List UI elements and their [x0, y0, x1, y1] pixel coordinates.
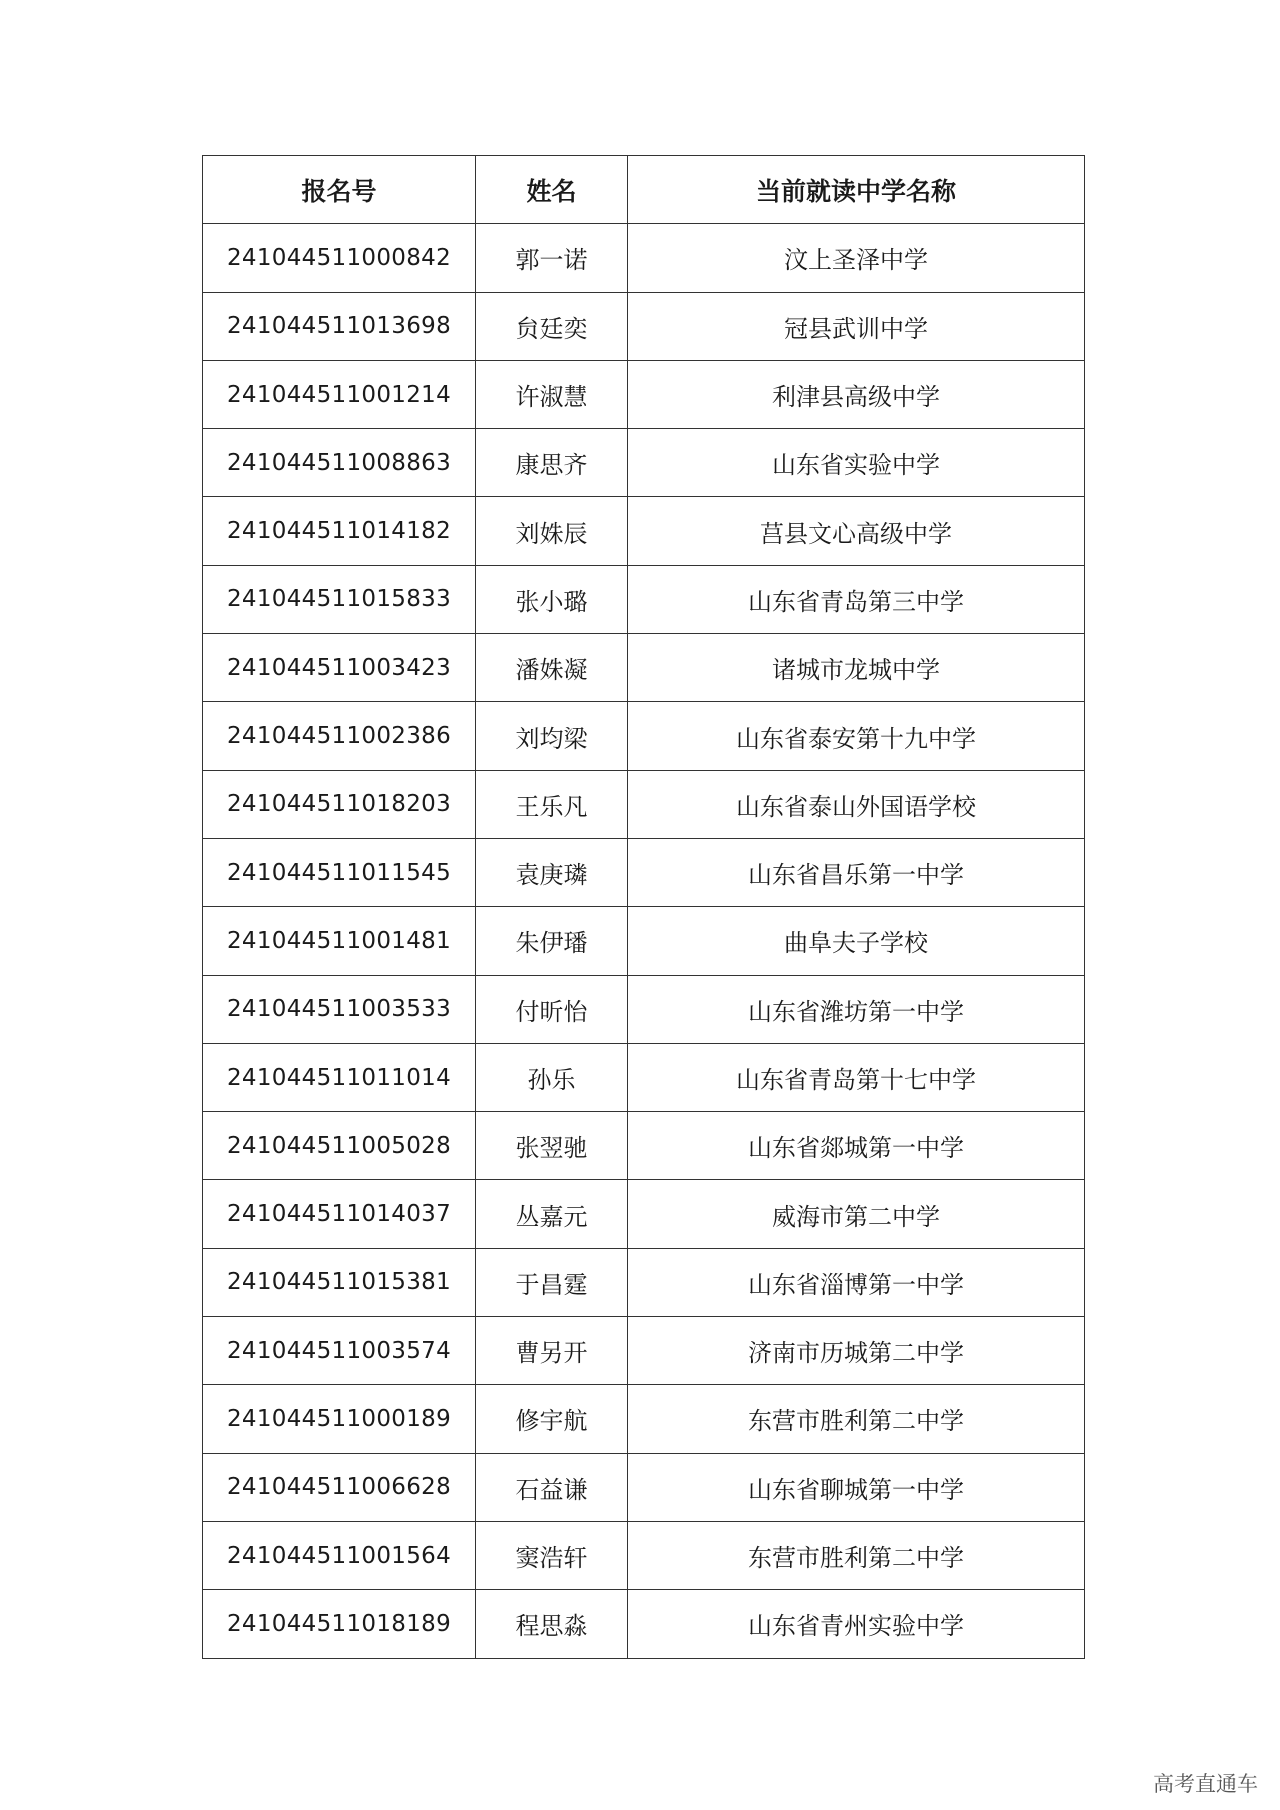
table-row	[203, 565, 1085, 633]
admission-table	[202, 155, 1085, 1659]
school-name-cell: 莒县文心高级中学	[628, 497, 1085, 565]
table-row	[203, 975, 1085, 1043]
student-name-cell: 窦浩轩	[476, 1521, 628, 1589]
registration-number-cell: 241044511001214	[203, 360, 476, 428]
registration-number-cell: 241044511001564	[203, 1521, 476, 1589]
student-name-cell: 刘姝辰	[476, 497, 628, 565]
registration-number-cell: 241044511006628	[203, 1453, 476, 1521]
student-name-cell: 孙乐	[476, 1043, 628, 1111]
school-name-cell: 威海市第二中学	[628, 1180, 1085, 1248]
school-name-cell: 利津县高级中学	[628, 360, 1085, 428]
student-name-cell: 于昌霆	[476, 1248, 628, 1316]
table-body	[203, 224, 1085, 1658]
table-row	[203, 907, 1085, 975]
registration-number-cell: 241044511003574	[203, 1317, 476, 1385]
school-name-cell: 山东省青州实验中学	[628, 1590, 1085, 1658]
school-name-cell: 诸城市龙城中学	[628, 634, 1085, 702]
registration-number-cell: 241044511013698	[203, 292, 476, 360]
table-row	[203, 292, 1085, 360]
table-row	[203, 429, 1085, 497]
registration-number-cell: 241044511014182	[203, 497, 476, 565]
registration-number-cell: 241044511003423	[203, 634, 476, 702]
student-name-cell: 潘姝凝	[476, 634, 628, 702]
table-row	[203, 1112, 1085, 1180]
school-name-cell: 山东省郯城第一中学	[628, 1112, 1085, 1180]
registration-number-cell: 241044511014037	[203, 1180, 476, 1248]
registration-number-cell: 241044511011014	[203, 1043, 476, 1111]
student-name-cell: 丛嘉元	[476, 1180, 628, 1248]
table-row	[203, 497, 1085, 565]
registration-number-cell: 241044511005028	[203, 1112, 476, 1180]
watermark: 高考直通车	[1153, 1772, 1258, 1796]
student-name-cell: 朱伊璠	[476, 907, 628, 975]
school-name-cell: 山东省潍坊第一中学	[628, 975, 1085, 1043]
table-row	[203, 360, 1085, 428]
table-row	[203, 1521, 1085, 1589]
school-name-cell: 山东省昌乐第一中学	[628, 838, 1085, 906]
student-name-cell: 张小璐	[476, 565, 628, 633]
registration-number-cell: 241044511008863	[203, 429, 476, 497]
school-name-cell: 山东省青岛第十七中学	[628, 1043, 1085, 1111]
registration-number-cell: 241044511003533	[203, 975, 476, 1043]
registration-number-cell: 241044511011545	[203, 838, 476, 906]
table-row	[203, 770, 1085, 838]
student-name-cell: 张翌驰	[476, 1112, 628, 1180]
student-name-cell: 曹另开	[476, 1317, 628, 1385]
school-name-cell: 山东省实验中学	[628, 429, 1085, 497]
header-school: 当前就读中学名称	[628, 156, 1085, 224]
table-row	[203, 702, 1085, 770]
student-name-cell: 付昕怡	[476, 975, 628, 1043]
table-row	[203, 838, 1085, 906]
student-name-cell: 贠廷奕	[476, 292, 628, 360]
school-name-cell: 东营市胜利第二中学	[628, 1385, 1085, 1453]
table-header-row	[203, 156, 1085, 224]
school-name-cell: 山东省淄博第一中学	[628, 1248, 1085, 1316]
school-name-cell: 山东省泰安第十九中学	[628, 702, 1085, 770]
registration-number-cell: 241044511018189	[203, 1590, 476, 1658]
registration-number-cell: 241044511015833	[203, 565, 476, 633]
table-row	[203, 634, 1085, 702]
header-registration-number: 报名号	[203, 156, 476, 224]
table-row	[203, 1453, 1085, 1521]
registration-number-cell: 241044511002386	[203, 702, 476, 770]
school-name-cell: 山东省泰山外国语学校	[628, 770, 1085, 838]
school-name-cell: 东营市胜利第二中学	[628, 1521, 1085, 1589]
registration-number-cell: 241044511001481	[203, 907, 476, 975]
registration-number-cell: 241044511000189	[203, 1385, 476, 1453]
table-row	[203, 1317, 1085, 1385]
registration-number-cell: 241044511018203	[203, 770, 476, 838]
table-row	[203, 1590, 1085, 1658]
school-name-cell: 济南市历城第二中学	[628, 1317, 1085, 1385]
student-name-cell: 康思齐	[476, 429, 628, 497]
table-row	[203, 1043, 1085, 1111]
school-name-cell: 山东省青岛第三中学	[628, 565, 1085, 633]
header-name: 姓名	[476, 156, 628, 224]
table-row	[203, 1180, 1085, 1248]
table-row	[203, 224, 1085, 292]
student-name-cell: 郭一诺	[476, 224, 628, 292]
student-name-cell: 许淑慧	[476, 360, 628, 428]
student-name-cell: 袁庚璘	[476, 838, 628, 906]
registration-number-cell: 241044511000842	[203, 224, 476, 292]
school-name-cell: 山东省聊城第一中学	[628, 1453, 1085, 1521]
student-name-cell: 王乐凡	[476, 770, 628, 838]
admission-table-container	[202, 155, 1084, 1659]
student-name-cell: 修宇航	[476, 1385, 628, 1453]
table-row	[203, 1385, 1085, 1453]
registration-number-cell: 241044511015381	[203, 1248, 476, 1316]
school-name-cell: 冠县武训中学	[628, 292, 1085, 360]
table-row	[203, 1248, 1085, 1316]
student-name-cell: 石益谦	[476, 1453, 628, 1521]
student-name-cell: 刘均梁	[476, 702, 628, 770]
school-name-cell: 曲阜夫子学校	[628, 907, 1085, 975]
school-name-cell: 汶上圣泽中学	[628, 224, 1085, 292]
student-name-cell: 程思淼	[476, 1590, 628, 1658]
